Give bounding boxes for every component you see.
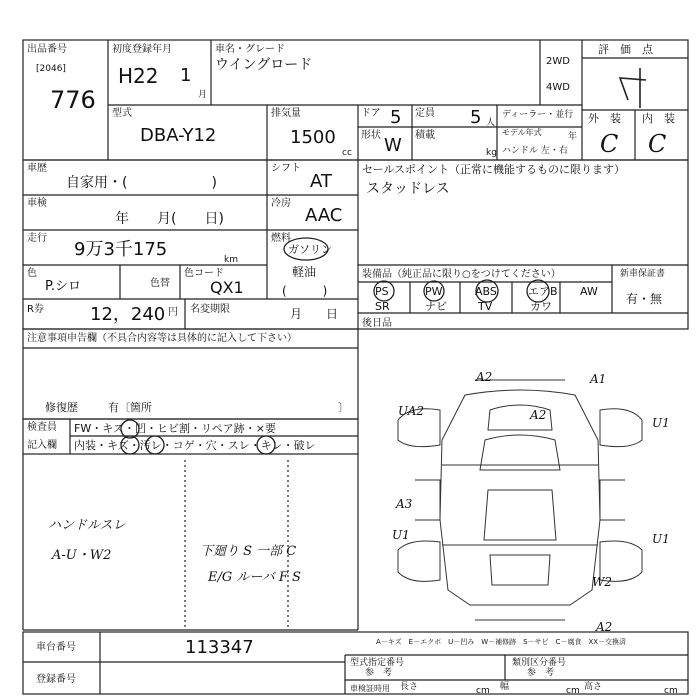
ref2-label: 参 考: [527, 668, 555, 678]
caution-label: 注意事項申告欄（不具合内容等は具体的に記入して下さい）: [27, 333, 297, 344]
capacity-value: 5: [470, 107, 482, 128]
notes-row1: FW・キズ・凹・ヒビ割・リペア跡・×要: [74, 422, 276, 435]
mark-u1-rear: U1: [652, 532, 670, 546]
ref-label: 参 考: [365, 668, 393, 678]
recycle-label: R券: [27, 304, 44, 315]
year-unit: 年: [568, 132, 578, 142]
mark-ua2: UA2: [398, 404, 425, 418]
model-year-label: モデル年式: [502, 128, 542, 137]
car-name: ウイングロード: [215, 57, 313, 73]
capacity-label: 定員: [415, 108, 435, 119]
interior-value: C: [648, 130, 667, 158]
hand-note-2: A-U・W2: [52, 548, 112, 563]
reg-label: 登録番号: [36, 674, 76, 685]
displacement-unit: cc: [342, 148, 352, 158]
chassis-label: 車台番号: [36, 642, 76, 653]
mark-a2-top: A2: [476, 370, 493, 384]
displacement-value: 1500: [290, 127, 336, 148]
equip-navi: ナビ: [425, 300, 447, 313]
mark-a1: A1: [590, 372, 607, 386]
name-label: 車名・グレード: [215, 44, 285, 55]
diagram-legend: A－キズ E－エクボ U－凹み W－補修跡 S－サビ C－腐食 XX－交換済: [376, 638, 627, 646]
interior-label: 内 装: [642, 112, 675, 125]
cert-label: 車検証時用: [350, 684, 390, 693]
color-value: P.シロ: [45, 279, 81, 294]
class-label: 類別区分番号: [512, 658, 567, 668]
height-unit: cm: [664, 686, 678, 696]
first-reg-label: 初度登録年月: [112, 44, 172, 55]
mark-u1-left: U1: [392, 528, 410, 542]
grade-stroke: [620, 68, 646, 108]
equip-tv: TV: [478, 300, 493, 313]
width-unit: cm: [566, 686, 580, 696]
width-label: 幅: [500, 682, 510, 692]
new-warranty-label: 新車保証書: [620, 269, 666, 279]
repair-close: 〕: [338, 401, 349, 414]
color-change-label: 色替: [150, 278, 170, 289]
equip-sr: SR: [375, 300, 390, 313]
drive-4wd: 4WD: [546, 82, 570, 93]
length-label: 長さ: [400, 682, 419, 692]
mark-a3: A3: [396, 497, 413, 511]
mark-a2-bottom: A2: [596, 620, 613, 634]
name-change-value: 月 日: [290, 307, 339, 321]
load-label: 積載: [415, 130, 435, 141]
name-change-label: 名変期限: [190, 304, 230, 315]
color-label: 色: [27, 268, 37, 279]
mark-w2: W2: [592, 575, 612, 589]
length-unit: cm: [476, 686, 490, 696]
mark-a2-mid: A2: [530, 408, 547, 422]
shape-value: W: [384, 135, 402, 156]
displacement-label: 排気量: [271, 108, 301, 119]
fuel-diesel: 軽油: [292, 265, 317, 279]
sales-label: セールスポイント（正常に機能するものに限ります）: [362, 163, 626, 176]
ac-value: AAC: [305, 205, 343, 226]
grade-label: 評 価 点: [598, 43, 653, 56]
fuel-label: 燃料: [271, 233, 291, 244]
new-warranty-value: 有・無: [626, 292, 663, 306]
mark-u1-right: U1: [652, 416, 670, 430]
first-reg-era: H22: [118, 64, 159, 88]
equipment-label: 装備品（純正品に限り○をつけてください）: [362, 269, 561, 280]
inspection-value: 年 月( 日): [115, 211, 224, 227]
type-label: 型式: [112, 108, 132, 119]
repair-value: 有〔箇所: [108, 401, 152, 414]
history-label: 車歴: [27, 163, 47, 174]
equip-aw: AW: [580, 285, 598, 298]
equip-leather: カワ: [530, 300, 552, 313]
grade-value: [650, 62, 661, 83]
notes-row2: 内装・キズ・汚レ・コゲ・穴・スレ・キレ・破レ: [74, 439, 316, 452]
shift-label: シフト: [271, 163, 301, 174]
color-code-label: 色コード: [184, 268, 224, 279]
hand-note-4: E/G ルーバ F S: [208, 570, 301, 585]
recycle-unit: 円: [168, 307, 178, 318]
first-reg-month: 1: [180, 65, 192, 86]
repair-label: 修復歴: [45, 401, 78, 414]
handle-label: ハンドル 左・右: [502, 146, 568, 156]
hand-note-3: 下廻り S 一部 C: [200, 544, 297, 559]
mileage-value: 9万3千175: [74, 239, 168, 260]
type-num-label: 型式指定番号: [350, 658, 405, 668]
equip-airbag: エアB: [528, 285, 558, 298]
drive-2wd: 2WD: [546, 56, 570, 67]
exterior-value: C: [600, 130, 619, 158]
capacity-unit: 人: [486, 118, 496, 128]
hand-note-1: ハンドルスレ: [48, 518, 126, 533]
chassis-value: 113347: [185, 637, 254, 658]
shift-value: AT: [310, 171, 332, 192]
equip-pw: PW: [425, 285, 443, 298]
inspector-label: 検査員: [27, 422, 57, 433]
color-code-value: QX1: [210, 278, 244, 297]
mileage-label: 走行: [27, 233, 47, 244]
height-label: 高さ: [584, 682, 603, 692]
fuel-gasoline: ガソリン: [288, 243, 332, 256]
shape-label: 形状: [361, 130, 381, 141]
door-value: 5: [390, 107, 402, 128]
door-label: ドア: [361, 108, 381, 119]
inspection-label: 車検: [27, 198, 47, 209]
month-unit: 月: [198, 90, 208, 100]
recycle-value: 12，240: [90, 304, 166, 325]
record-label: 記入欄: [27, 440, 57, 451]
fuel-other: ( ): [282, 284, 328, 298]
lot-number: 776: [50, 86, 96, 114]
equip-ps: PS: [375, 285, 389, 298]
sales-value: スタッドレス: [366, 181, 450, 197]
lot-sub: [2046]: [36, 64, 66, 74]
equip-abs: ABS: [475, 285, 497, 298]
lot-label: 出品番号: [27, 44, 67, 55]
history-value: 自家用・( ): [66, 175, 217, 191]
type-value: DBA-Y12: [140, 125, 217, 146]
load-unit: kg: [486, 148, 497, 158]
exterior-label: 外 装: [588, 112, 621, 125]
ac-label: 冷房: [271, 198, 291, 209]
after-label: 後日品: [362, 318, 392, 329]
mileage-unit: km: [224, 255, 238, 265]
dealer-label: ディーラー・並行: [502, 110, 574, 120]
